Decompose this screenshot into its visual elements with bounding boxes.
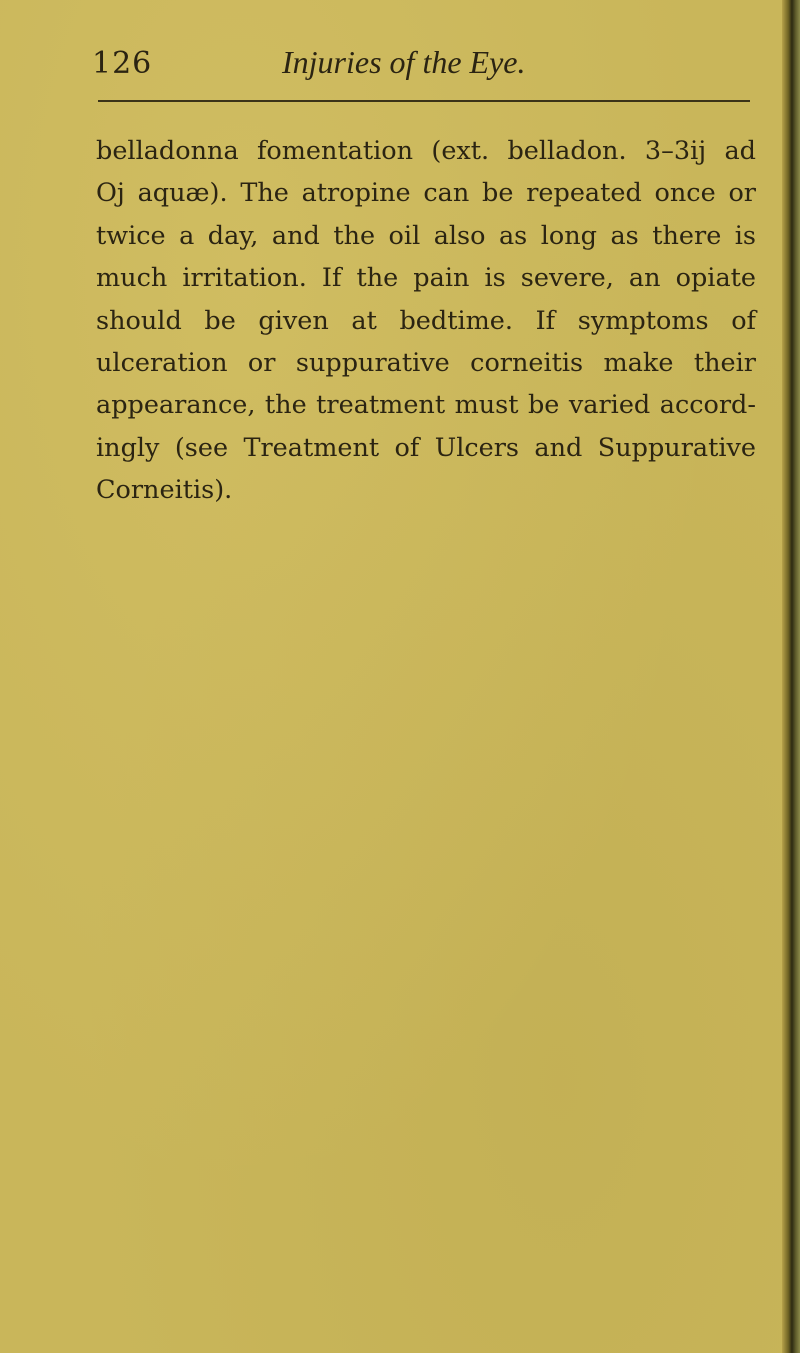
text-line: much irritation. If the pain is severe, an opiate xyxy=(96,263,756,294)
text-line: belladonna fomentation (ext. belladon. 3–3ij ad xyxy=(96,136,756,166)
text-line: twice a day, and the oil also as long as there is xyxy=(96,220,756,251)
body-paragraph xyxy=(96,130,756,512)
page-number: 126 xyxy=(92,46,153,81)
running-head xyxy=(92,42,752,88)
header-rule xyxy=(98,100,750,102)
book-spine-edge xyxy=(782,0,800,1353)
text-line: should be given at bedtime. If symptoms of xyxy=(96,305,756,336)
text-line: Oj aquæ). The atropine can be repeated once or xyxy=(96,178,756,209)
running-title: Injuries of the Eye. xyxy=(282,44,526,80)
text-line: Corneitis). xyxy=(96,475,233,506)
text-line: ingly (see Treatment of Ulcers and Suppurative xyxy=(96,432,756,463)
text-line: ulceration or suppurative corneitis make their xyxy=(96,348,756,379)
text-line: appearance, the treatment must be varied accord- xyxy=(96,390,756,421)
